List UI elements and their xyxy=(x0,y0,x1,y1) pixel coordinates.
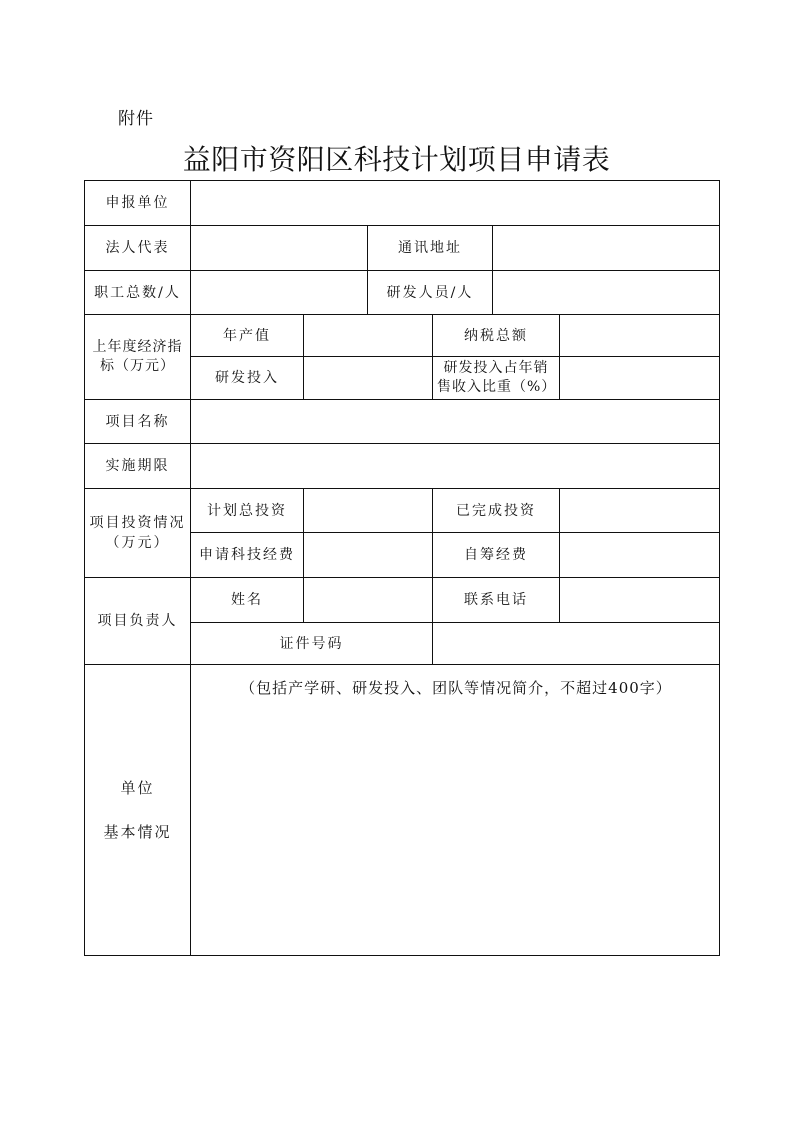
unit-basic-line2: 基本情况 xyxy=(103,823,172,841)
applicant-unit-field[interactable] xyxy=(191,181,719,225)
id-number-field[interactable] xyxy=(433,623,719,664)
rd-staff-field[interactable] xyxy=(493,271,719,314)
address-label: 通讯地址 xyxy=(398,240,462,256)
completed-investment-field[interactable] xyxy=(560,489,719,532)
planned-total-investment-field[interactable] xyxy=(304,489,432,532)
unit-basic-info-field[interactable] xyxy=(191,701,719,955)
rd-staff-label: 研发人员/人 xyxy=(386,284,474,301)
project-leader-label: 项目负责人 xyxy=(97,613,178,629)
completed-investment-label: 已完成投资 xyxy=(456,502,536,519)
contact-phone-field[interactable] xyxy=(560,578,719,622)
legal-rep-label: 法人代表 xyxy=(105,240,170,256)
planned-total-investment-label: 计划总投资 xyxy=(207,502,287,519)
applied-tech-funds-field[interactable] xyxy=(304,533,432,577)
basic-info-note: （包括产学研、研发投入、团队等情况简介，不超过400字） xyxy=(240,679,672,697)
investment-status-line2: （万元） xyxy=(105,535,170,551)
legal-rep-field[interactable] xyxy=(191,226,367,270)
investment-status-line1: 项目投资情况 xyxy=(89,515,186,531)
contact-phone-label: 联系电话 xyxy=(464,592,528,608)
tax-total-label: 纳税总额 xyxy=(464,327,528,344)
form-title: 益阳市资阳区科技计划项目申请表 xyxy=(182,143,611,176)
employees-label: 职工总数/人 xyxy=(94,284,181,301)
rd-ratio-label: 研发投入占年销售收入比重（%） xyxy=(437,360,557,395)
project-name-field[interactable] xyxy=(191,400,719,443)
leader-name-field[interactable] xyxy=(304,578,432,622)
annual-output-label: 年产值 xyxy=(223,327,271,344)
economic-indicators-label: 上年度经济指标（万元） xyxy=(92,339,183,374)
rd-investment-label: 研发投入 xyxy=(215,370,279,386)
application-form-table xyxy=(84,180,720,956)
attachment-label: 附件 xyxy=(118,109,154,129)
unit-basic-line1: 单位 xyxy=(120,779,155,797)
implementation-period-field[interactable] xyxy=(191,444,719,488)
rd-investment-field[interactable] xyxy=(304,357,432,399)
self-raised-funds-field[interactable] xyxy=(560,533,719,577)
unit-basic-info-label xyxy=(85,665,190,955)
leader-name-label: 姓名 xyxy=(231,592,263,608)
self-raised-funds-label: 自筹经费 xyxy=(464,547,528,563)
applied-tech-funds-label: 申请科技经费 xyxy=(199,547,295,563)
employees-field[interactable] xyxy=(191,271,367,314)
project-name-label: 项目名称 xyxy=(105,413,170,430)
rd-ratio-field[interactable] xyxy=(560,357,719,399)
implementation-period-label: 实施期限 xyxy=(105,458,170,474)
applicant-unit-label: 申报单位 xyxy=(105,195,170,211)
investment-status-label xyxy=(85,489,190,577)
annual-output-field[interactable] xyxy=(304,315,432,356)
id-number-label: 证件号码 xyxy=(279,635,344,652)
tax-total-field[interactable] xyxy=(560,315,719,356)
address-field[interactable] xyxy=(493,226,719,270)
